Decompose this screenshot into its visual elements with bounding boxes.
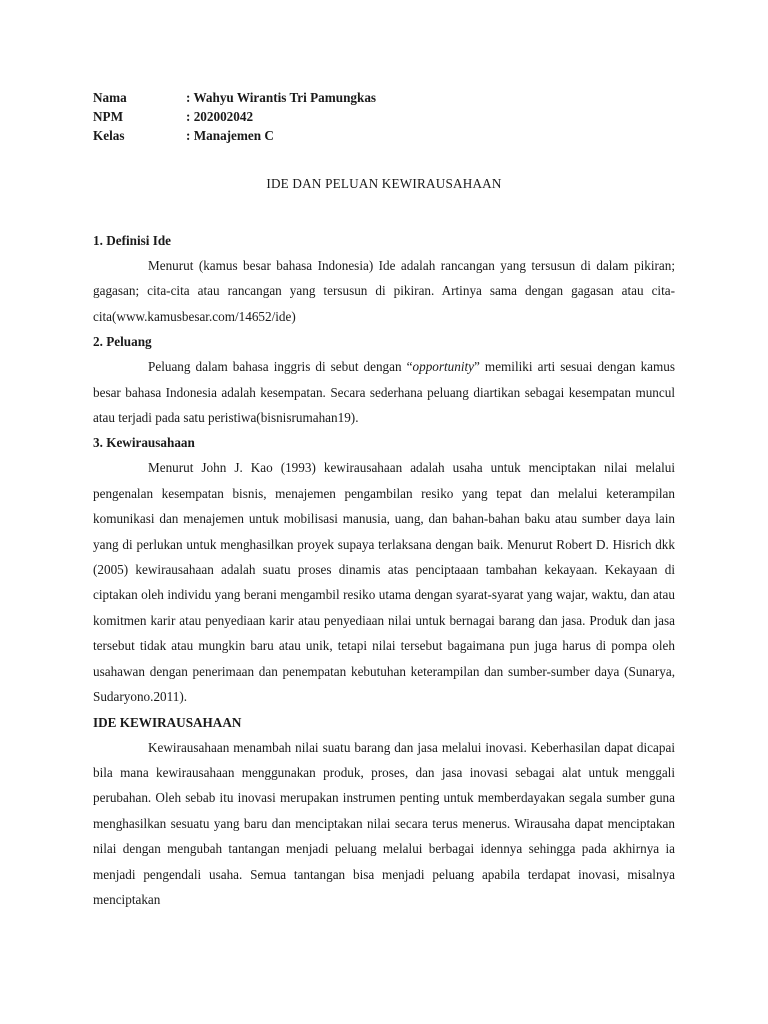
section-heading: 3. Kewirausahaan (93, 435, 195, 451)
npm-label: NPM (93, 109, 124, 124)
section-kewirausahaan (93, 430, 675, 709)
section-paragraph: Menurut (kamus besar bahasa Indonesia) Ide adalah rancangan yang tersusun di dalam pikiran; gagasan; cita-cita atau rancangan yang tersusun di pikiran. Artinya sama dengan gagasan atau cita-cita(www.kamusbesar.com/14652/ide) (93, 258, 675, 324)
document-title: IDE DAN PELUAN KEWIRAUSAHAAN (266, 176, 502, 191)
section-paragraph (93, 354, 675, 430)
document-page (93, 88, 675, 912)
paragraph-italic-term: opportunity (412, 359, 475, 375)
kelas-value: : Manajemen C (186, 128, 274, 143)
info-row-nama (93, 88, 675, 107)
info-row-npm (93, 107, 675, 126)
info-row-kelas (93, 126, 675, 145)
section-heading: 2. Peluang (93, 334, 152, 350)
section-heading: 1. Definisi Ide (93, 233, 172, 248)
npm-value: : 202002042 (186, 109, 254, 124)
nama-value: : Wahyu Wirantis Tri Pamungkas (186, 90, 377, 105)
paragraph-text-after: ” memiliki arti sesuai dengan kamus besar bahasa Indonesia adalah kesempatan. Secara sederhana peluang diartikan sebagai kesempatan muncul atau terjadi pada satu peristiwa(bisnisrumahan19). (93, 359, 676, 426)
section-definisi-ide (93, 228, 675, 329)
section-ide-kewirausahaan (93, 710, 675, 913)
nama-label: Nama (93, 90, 127, 105)
section-heading: IDE KEWIRAUSAHAAN (93, 714, 242, 730)
section-paragraph: Kewirausahaan menambah nilai suatu barang dan jasa melalui inovasi. Keberhasilan dapat dicapai bila mana kewirausahaan menggunakan produk, proses, dan jasa inovasi sebagai alat untuk menggali perubahan. Oleh sebab itu inovasi merupakan instrumen penting untuk memberdayakan segala sumber guna menghasilkan sesuatu yang baru dan menciptakan nilai secara terus menerus. Wirausaha dapat menciptakan nilai dengan mengubah tantangan menjadi peluang melalui berbagai idennya sehingga pada akhirnya ia menjadi pengendali usaha. Semua tantangan bisa menjadi peluang apabila terdapat inovasi, misalnya menciptakan (93, 739, 675, 907)
paragraph-text-before: Peluang dalam bahasa inggris di sebut dengan “ (148, 359, 413, 375)
section-paragraph: Menurut John J. Kao (1993) kewirausahaan adalah usaha untuk menciptakan nilai melalui pengenalan kesempatan bisnis, menajemen pengambilan resiko yang tepat dan melalui keterampilan komunikasi dan menajemen untuk mobilisasi manusia, uang, dan bahan-bahan baku atau sumber daya lain yang di perlukan untuk menghasilkan proyek supaya terlaksana dengan baik. Menurut Robert D. Hisrich dkk (2005) kewirausahaan adalah suatu proses dinamis atas penciptaaan tambahan kekayaan. Kekayaan di ciptakan oleh individu yang berani mengambil resiko utama dengan syarat-syarat yang wajar, waktu, dan atau komitmen karir atau penyediaan karir atau penyediaan nilai untuk bernagai barang dan jasa. Produk dan jasa tersebut tidak atau mungkin baru atau unik, tetapi nilai tersebut bagaimana pun juga harus di pompa oleh usahawan dengan penerimaan dan penempatan kebutuhan keterampilan dan sumber-sumber daya (Sunarya, Sudaryono.2011). (93, 460, 675, 705)
kelas-label: Kelas (93, 128, 125, 143)
student-info (93, 88, 675, 145)
section-peluang (93, 329, 675, 430)
